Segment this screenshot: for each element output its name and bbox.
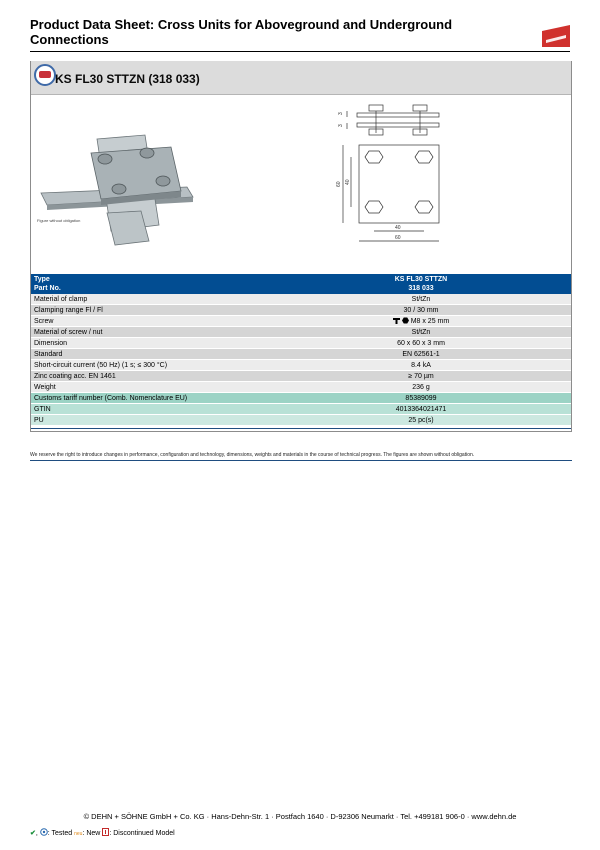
page-header (30, 17, 570, 47)
header-partno-value: 318 033 (408, 285, 434, 292)
legend-tested: Tested (51, 830, 73, 837)
row-label: Weight (34, 384, 56, 391)
header-type-value: KS FL30 STTZN (394, 276, 448, 283)
page-title: Product Data Sheet: Cross Units for Aboveground and Underground Connections (30, 17, 453, 47)
table-bottom-rule (31, 428, 571, 429)
row-value: 236 g (412, 384, 430, 391)
row-label: Zinc coating acc. EN 1461 (34, 373, 116, 380)
product-photo (37, 129, 217, 247)
header-type-label: Type (34, 276, 50, 283)
legend-new: New (86, 830, 101, 837)
row-label: Material of screw / nut (34, 329, 103, 336)
row-value: St/tZn (411, 329, 431, 336)
legend-discontinued: Discontinued Model (113, 830, 175, 837)
row-label: Short-circuit current (50 Hz) (1 s; ≤ 300 °C) (34, 362, 168, 369)
spec-table-header (31, 274, 571, 294)
table-row (31, 338, 571, 349)
drawing-dim-6: 60 (395, 235, 401, 241)
row-value: ≥ 70 µm (408, 373, 434, 380)
row-label: PU (34, 417, 44, 424)
row-value: St/tZn (411, 296, 431, 303)
row-value-screw (331, 316, 511, 327)
footer-company: © DEHN + SÖHNE GmbH + Co. KG · Hans-Dehn-Str. 1 · Postfach 1640 · D-92306 Neumarkt · Tel. +499181 906-0 · www.dehn.de (83, 812, 517, 821)
product-panel (30, 61, 572, 432)
dehn-logo (542, 25, 570, 47)
header-divider (30, 51, 570, 52)
table-row (31, 415, 571, 426)
table-row (31, 360, 571, 371)
table-row (31, 294, 571, 305)
tested-seal-icon (40, 828, 48, 836)
table-row (31, 404, 571, 415)
table-row (31, 382, 571, 393)
table-row (31, 371, 571, 382)
row-value: 4013364021471 (395, 406, 447, 413)
discontinued-icon (102, 828, 109, 836)
technical-drawing (335, 99, 451, 247)
drawing-dim-1: 3 (338, 112, 344, 115)
row-label: Dimension (34, 340, 68, 347)
row-value: 60 x 60 x 3 mm (397, 340, 445, 347)
row-value: 30 / 30 mm (403, 307, 439, 314)
new-badge-icon: neu (74, 831, 83, 837)
drawing-dim-2: 3 (338, 124, 344, 127)
row-label: Screw (34, 318, 54, 325)
row-label: Customs tariff number (Comb. Nomenclature EU) (34, 395, 188, 402)
row-value: EN 62561-1 (402, 351, 440, 358)
product-title-bar (31, 61, 571, 95)
screw-head-icon (393, 318, 400, 324)
product-badge-icon (34, 64, 56, 86)
spec-table (31, 274, 571, 426)
drawing-dim-5: 40 (395, 225, 401, 231)
table-row (31, 349, 571, 360)
row-label: Material of clamp (34, 296, 88, 303)
table-row (31, 316, 571, 327)
row-value: 25 pc(s) (408, 417, 434, 424)
screw-size: M8 x 25 mm (410, 318, 450, 325)
product-name: KS FL30 STTZN (318 033) (55, 72, 200, 86)
disclaimer-text: We reserve the right to introduce changes in performance, configuration and technology, dimensions, weights and materials in the course of technical progress. The figures are shown without obligation. (30, 452, 475, 458)
check-icon: ✔ (30, 830, 36, 837)
row-label: GTIN (34, 406, 51, 413)
drawing-dim-4: 40 (345, 179, 351, 185)
photo-caption: Figure without obligation (37, 218, 81, 223)
drawing-dim-3: 60 (336, 181, 342, 187)
table-row (31, 327, 571, 338)
table-row (31, 393, 571, 404)
disclaimer-divider (30, 460, 572, 461)
row-label: Standard (34, 351, 63, 358)
hex-nut-icon (402, 317, 409, 324)
footer-legend: ✔, : Tested neu: New : Discontinued Model (30, 830, 175, 837)
header-partno-label: Part No. (34, 285, 61, 292)
table-row (31, 305, 571, 316)
row-value: 85389099 (405, 395, 437, 402)
row-value: 8.4 kA (411, 362, 431, 369)
row-label: Clamping range Fl / Fl (34, 307, 103, 314)
